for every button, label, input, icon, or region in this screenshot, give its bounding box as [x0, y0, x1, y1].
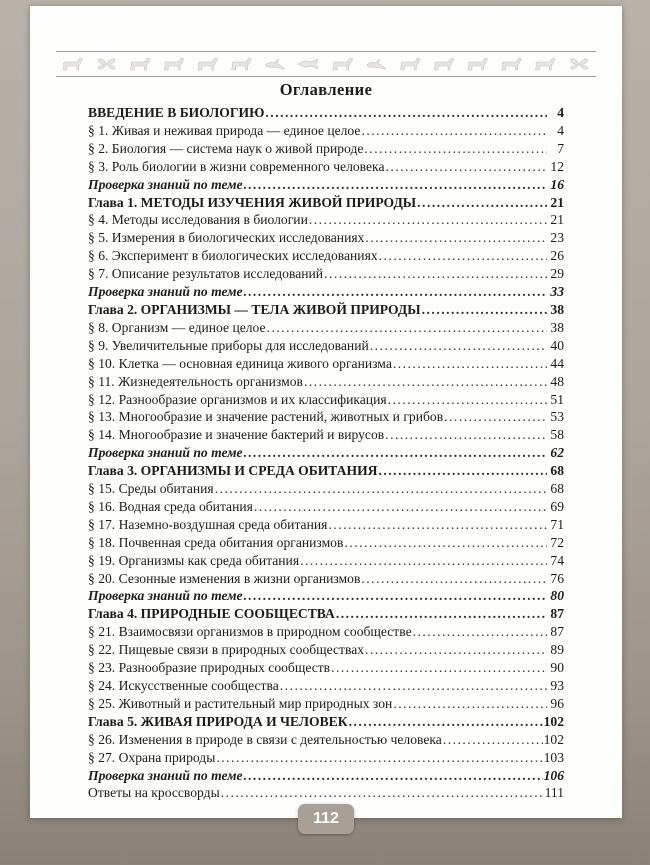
- page-title: Оглавление: [279, 80, 373, 99]
- butterfly-icon: [98, 59, 115, 69]
- toc-entry-page: 4: [557, 105, 564, 120]
- toc-entry-label: § 13. Многообразие и значение растений, животных и грибов: [88, 409, 444, 425]
- toc-entry: [88, 749, 564, 767]
- dot-leader: [254, 498, 547, 516]
- dot-leader: [443, 731, 543, 749]
- dot-leader: [413, 623, 547, 641]
- toc-entry-page: 72: [550, 534, 564, 550]
- toc-entry-page: 53: [550, 409, 564, 425]
- toc-entry: [88, 480, 564, 498]
- toc-entry-label: § 18. Почвенная среда обитания организмов: [88, 534, 344, 550]
- toc-entry-page: 33: [550, 284, 564, 300]
- toc-entry-page: 62: [550, 445, 564, 461]
- toc-entry-page: 68: [550, 481, 564, 497]
- dot-leader: [361, 570, 547, 588]
- toc-entry-label: § 3. Роль биологии в жизни современного человека: [88, 158, 385, 174]
- toc-entry: [88, 731, 564, 749]
- dot-leader: [300, 552, 547, 570]
- dot-leader: [328, 516, 547, 534]
- toc-entry: [88, 265, 564, 283]
- toc-entry: [88, 713, 564, 731]
- dot-leader: [365, 641, 547, 659]
- toc-entry: [88, 104, 564, 122]
- toc-entry: [88, 408, 564, 426]
- toc-entry: [88, 552, 564, 570]
- toc-entry: [88, 158, 564, 176]
- toc-entry-page: 44: [550, 355, 564, 371]
- toc-entry-label: § 7. Описание результатов исследований: [88, 266, 324, 282]
- toc-entry-label: § 23. Разнообразие природных сообществ: [88, 660, 331, 676]
- toc-entry: [88, 462, 564, 480]
- toc-entry: [88, 301, 564, 319]
- toc-entry: [88, 229, 564, 247]
- toc-entry-page: 21: [550, 212, 564, 228]
- dot-leader: [215, 480, 547, 498]
- toc-entry-label: § 20. Сезонные изменения в жизни организмов: [88, 570, 361, 586]
- dot-leader: [265, 104, 547, 122]
- toc-entry-page: 76: [550, 570, 564, 586]
- toc-entry-label: § 17. Наземно-воздушная среда обитания: [88, 516, 328, 532]
- toc-entry-label: ВВЕДЕНИЕ В БИОЛОГИЮ: [88, 105, 265, 120]
- toc-entry: [88, 659, 564, 677]
- dot-leader: [244, 587, 547, 605]
- toc-entry-label: § 12. Разнообразие организмов и их классификация: [88, 391, 387, 407]
- table-of-contents: [88, 104, 564, 802]
- dot-leader: [385, 158, 547, 176]
- toc-entry-label: § 25. Животный и растительный мир природных зон: [88, 695, 393, 711]
- dot-leader: [244, 767, 543, 785]
- toc-entry-label: § 2. Биология — система наук о живой природе: [88, 140, 364, 156]
- toc-entry-label: § 21. Взаимосвязи организмов в природном сообществе: [88, 624, 412, 640]
- toc-entry-page: 26: [550, 248, 564, 264]
- toc-entry: [88, 391, 564, 409]
- dot-leader: [304, 373, 547, 391]
- toc-entry-page: 48: [550, 373, 564, 389]
- dot-leader: [393, 355, 547, 373]
- squirrel-icon: [535, 58, 555, 70]
- dot-leader: [349, 713, 543, 731]
- toc-entry-label: § 27. Охрана природы: [88, 749, 216, 765]
- toc-entry-label: Глава 3. ОРГАНИЗМЫ И СРЕДА ОБИТАНИЯ: [88, 463, 378, 479]
- toc-entry: [88, 122, 564, 140]
- toc-entry-page: 71: [550, 516, 564, 532]
- dot-leader: [365, 229, 547, 247]
- toc-entry-label: § 4. Методы исследования в биологии: [88, 212, 308, 228]
- toc-entry-label: § 19. Организмы как среда обитания: [88, 552, 300, 568]
- toc-entry: [88, 784, 564, 802]
- toc-entry-page: 87: [550, 606, 564, 622]
- toc-entry-page: 111: [544, 785, 564, 801]
- toc-entry: [88, 337, 564, 355]
- toc-entry: [88, 426, 564, 444]
- toc-entry: [88, 283, 564, 301]
- toc-entry-page: 4: [557, 122, 564, 138]
- toc-entry-page: 102: [543, 731, 564, 747]
- toc-entry-page: 21: [550, 194, 564, 210]
- toc-entry: [88, 641, 564, 659]
- toc-entry: [88, 176, 564, 194]
- toc-entry-label: Глава 1. МЕТОДЫ ИЗУЧЕНИЯ ЖИВОЙ ПРИРОДЫ: [88, 194, 417, 210]
- toc-entry-label: § 1. Живая и неживая природа — единое целое: [88, 122, 361, 138]
- toc-entry-page: 89: [550, 642, 564, 658]
- toc-entry-page: 40: [550, 337, 564, 353]
- dot-leader: [361, 122, 547, 140]
- toc-entry-page: 29: [550, 266, 564, 282]
- toc-entry-label: § 15. Среды обитания: [88, 481, 214, 497]
- dot-leader: [388, 391, 547, 409]
- toc-entry: [88, 587, 564, 605]
- page-number-tab: [298, 804, 354, 834]
- dog-icon: [232, 58, 252, 70]
- toc-entry: [88, 605, 564, 623]
- horse-icon: [164, 58, 184, 70]
- boar-icon: [63, 58, 83, 70]
- toc-entry: [88, 677, 564, 695]
- toc-entry: [88, 373, 564, 391]
- toc-entry-page: 38: [550, 319, 564, 335]
- toc-entry: [88, 247, 564, 265]
- toc-entry: [88, 444, 564, 462]
- dot-leader: [309, 211, 547, 229]
- toc-entry-page: 16: [550, 176, 564, 192]
- crocodile-icon: [400, 58, 420, 70]
- toc-entry: [88, 355, 564, 373]
- fish-icon: [298, 59, 318, 69]
- toc-entry-page: 74: [550, 552, 564, 568]
- toc-entry-label: Глава 4. ПРИРОДНЫЕ СООБЩЕСТВА: [88, 606, 335, 622]
- toc-entry-label: Проверка знаний по теме: [88, 588, 243, 604]
- toc-entry: [88, 194, 564, 212]
- toc-entry: [88, 498, 564, 516]
- dot-leader: [393, 695, 547, 713]
- toc-entry-label: Проверка знаний по теме: [88, 176, 243, 192]
- dot-leader: [331, 659, 547, 677]
- toc-entry-label: § 9. Увеличительные приборы для исследований: [88, 337, 369, 353]
- dot-leader: [244, 176, 547, 194]
- toc-entry-page: 23: [550, 230, 564, 246]
- turtle-icon: [434, 58, 454, 70]
- toc-entry: [88, 767, 564, 785]
- dot-leader: [324, 265, 547, 283]
- dot-leader: [364, 140, 547, 158]
- dot-leader: [344, 534, 547, 552]
- dot-leader: [370, 337, 547, 355]
- monkey-icon: [502, 58, 522, 70]
- toc-entry: [88, 319, 564, 337]
- bird-icon: [367, 59, 386, 69]
- toc-entry-label: Глава 2. ОРГАНИЗМЫ — ТЕЛА ЖИВОЙ ПРИРОДЫ: [88, 301, 421, 317]
- toc-entry-page: 93: [550, 678, 564, 693]
- toc-entry: [88, 623, 564, 641]
- toc-entry-label: § 26. Изменения в природе в связи с деятельностью человека: [88, 731, 442, 747]
- toc-entry-label: § 6. Эксперимент в биологических исследованиях: [88, 248, 378, 264]
- toc-entry: [88, 695, 564, 713]
- toc-entry-label: Ответы на кроссворды: [88, 785, 220, 801]
- toc-entry-page: 58: [550, 427, 564, 443]
- toc-entry: [88, 516, 564, 534]
- toc-entry-page: 87: [550, 624, 564, 640]
- butterfly-icon: [571, 59, 588, 69]
- dot-leader: [221, 784, 544, 802]
- toc-entry-page: 38: [550, 301, 564, 317]
- toc-entry-label: § 22. Пищевые связи в природных сообществах: [88, 642, 365, 658]
- cat-icon: [198, 58, 218, 70]
- toc-entry: [88, 570, 564, 588]
- dot-leader: [379, 247, 547, 265]
- toc-entry: [88, 211, 564, 229]
- toc-entry: [88, 140, 564, 158]
- toc-entry-page: 68: [550, 463, 564, 479]
- toc-entry-page: 96: [550, 695, 564, 711]
- dot-leader: [378, 462, 547, 480]
- toc-entry-page: 90: [550, 660, 564, 676]
- dot-leader: [417, 194, 547, 212]
- dot-leader: [444, 408, 547, 426]
- toc-entry-label: § 8. Организм — единое целое: [88, 319, 266, 335]
- dot-leader: [336, 605, 547, 623]
- dot-leader: [422, 301, 547, 319]
- toc-entry-label: § 11. Жизнедеятельность организмов: [88, 373, 303, 389]
- toc-entry-page: 7: [557, 140, 564, 156]
- toc-entry-page: 103: [543, 749, 564, 765]
- toc-entry: [88, 534, 564, 552]
- dot-leader: [280, 677, 547, 695]
- toc-entry-label: § 5. Измерения в биологических исследованиях: [88, 230, 365, 246]
- toc-entry-label: Проверка знаний по теме: [88, 767, 243, 783]
- book-page: [30, 6, 622, 827]
- deer-icon: [130, 58, 150, 70]
- toc-entry-page: 69: [550, 498, 564, 514]
- toc-entry-page: 102: [543, 713, 564, 729]
- dot-leader: [244, 283, 547, 301]
- toc-entry-page: 80: [550, 588, 564, 604]
- toc-entry-label: Глава 5. ЖИВАЯ ПРИРОДА И ЧЕЛОВЕК: [88, 713, 348, 729]
- lizard-icon: [333, 58, 353, 70]
- toc-entry-label: § 10. Клетка — основная единица живого организма: [88, 355, 392, 371]
- dot-leader: [244, 444, 547, 462]
- toc-entry-label: § 16. Водная среда обитания: [88, 498, 253, 514]
- toc-entry-page: 106: [543, 767, 564, 783]
- page-number: 112: [313, 810, 339, 827]
- bird-icon: [265, 59, 284, 69]
- toc-entry-label: § 24. Искусственные сообщества: [88, 678, 279, 693]
- dot-leader: [216, 749, 542, 767]
- animal-frieze-band: [56, 51, 596, 77]
- toc-entry-label: Проверка знаний по теме: [88, 445, 243, 461]
- animal-silhouettes: [56, 52, 596, 76]
- toc-entry-label: Проверка знаний по теме: [88, 284, 243, 300]
- toc-entry-page: 51: [550, 391, 564, 407]
- toc-entry-page: 12: [550, 158, 564, 174]
- fox-icon: [468, 58, 488, 70]
- dot-leader: [385, 426, 547, 444]
- dot-leader: [267, 319, 547, 337]
- toc-entry-label: § 14. Многообразие и значение бактерий и вирусов: [88, 427, 385, 443]
